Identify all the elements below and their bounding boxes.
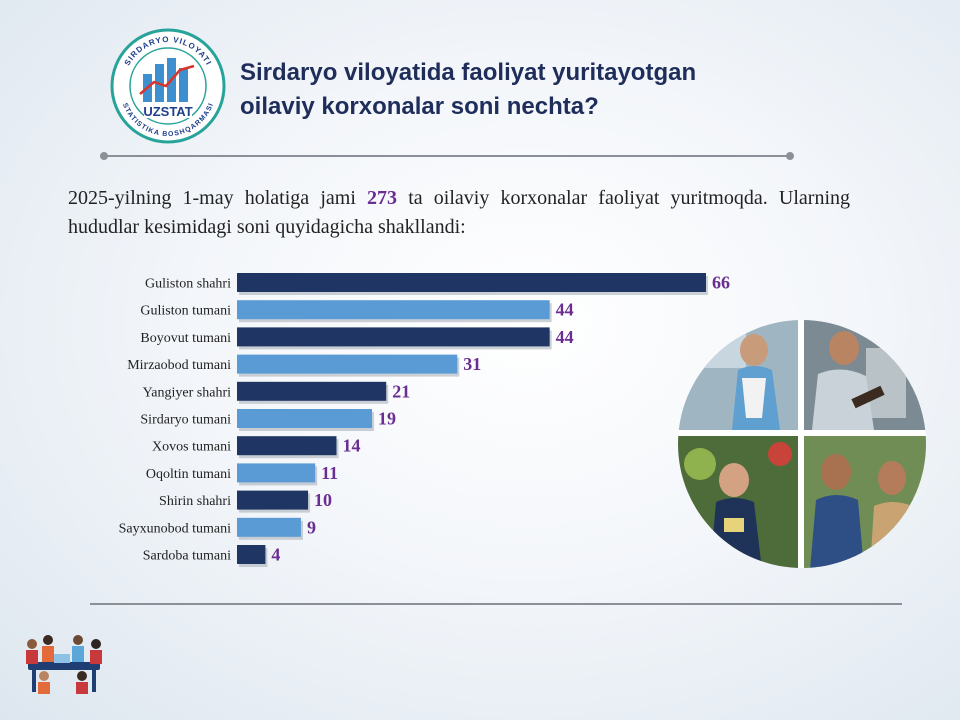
title-line-1: Sirdaryo viloyatida faoliyat yuritayotgan <box>240 59 697 86</box>
bar <box>237 355 457 374</box>
data-label: 66 <box>712 272 730 293</box>
bar-chart <box>0 262 760 572</box>
bar <box>237 518 301 537</box>
bar <box>237 545 265 564</box>
bar <box>237 409 372 428</box>
category-label: Xovos tumani <box>152 439 231 455</box>
data-label: 21 <box>392 381 411 402</box>
category-label: Sirdaryo tumani <box>140 412 231 428</box>
bar <box>237 463 315 482</box>
category-label: Guliston tumani <box>140 303 231 319</box>
data-label: 9 <box>306 517 316 538</box>
bar <box>237 300 550 319</box>
bar <box>237 382 386 401</box>
data-label: 11 <box>321 462 339 483</box>
divider-dot-left <box>100 152 108 160</box>
data-label: 10 <box>314 490 333 511</box>
page-title <box>240 56 800 124</box>
category-label: Mirzaobod tumani <box>127 358 231 374</box>
bottom-divider <box>90 603 902 605</box>
data-label: 44 <box>555 299 574 320</box>
uzstat-logo <box>110 28 226 144</box>
bar <box>237 273 706 292</box>
category-label: Shirin shahri <box>159 494 231 510</box>
intro-after: ta oilaviy korxonalar faoliyat yuritmoqda. Ularning hududlar kesimidagi soni quyidagicha shakllandi: <box>68 187 850 238</box>
title-line-2: oilaviy korxonalar soni nechta? <box>240 93 599 120</box>
data-label: 4 <box>271 544 281 565</box>
category-label: Guliston shahri <box>145 276 231 292</box>
logo-brand: UZSTAT <box>143 104 193 119</box>
category-label: Sardoba tumani <box>142 548 231 564</box>
bar <box>237 327 550 346</box>
category-label: Yangiyer shahri <box>142 385 231 401</box>
category-label: Sayxunobod tumani <box>118 521 231 537</box>
category-label: Oqoltin tumani <box>145 466 231 482</box>
intro-text <box>68 184 850 242</box>
top-divider <box>104 155 790 157</box>
team-meeting-icon <box>18 630 110 696</box>
data-label: 19 <box>378 408 397 429</box>
logo-ring-text-bottom: STATISTIKA BOSHQARMASI <box>120 102 216 139</box>
bar <box>237 436 336 455</box>
data-label: 44 <box>555 326 574 347</box>
bar <box>237 491 308 510</box>
intro-total: 273 <box>367 187 398 209</box>
data-label: 31 <box>463 354 482 375</box>
intro-before: 2025-yilning 1-may holatiga jami <box>68 187 368 209</box>
logo-ring-text-top: SIRDARYO VILOYATI <box>122 34 214 68</box>
workers-collage-icon <box>676 318 928 570</box>
category-label: Boyovut tumani <box>140 330 231 346</box>
data-label: 14 <box>342 435 361 456</box>
divider-dot-right <box>786 152 794 160</box>
